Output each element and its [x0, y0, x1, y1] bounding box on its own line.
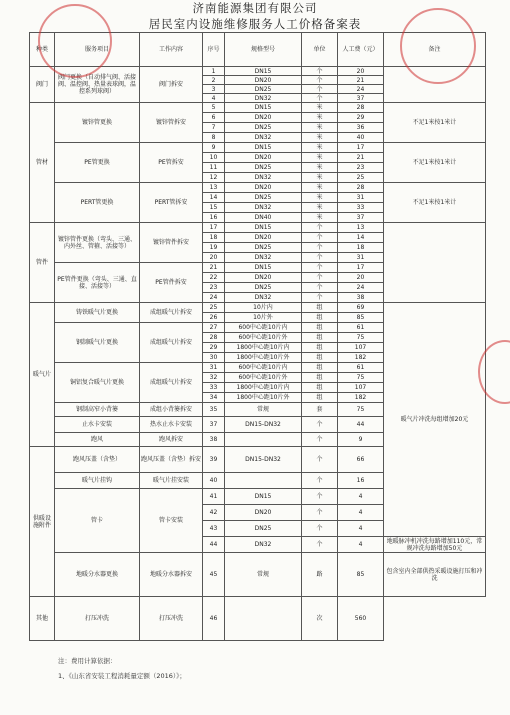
seq-cell: 42	[203, 505, 225, 521]
spec-cell: 1800中心距10片外	[225, 393, 302, 403]
seq-cell: 3	[203, 85, 225, 94]
seq-cell: 7	[203, 123, 225, 133]
seq-cell: 43	[203, 521, 225, 537]
table-row	[30, 183, 486, 193]
unit-cell: 米	[302, 163, 338, 173]
header-note: 备注	[384, 33, 486, 67]
seq-cell: 22	[203, 273, 225, 283]
service-item-cell: 铸铁暖气片更换	[55, 303, 140, 323]
price-table	[29, 32, 486, 641]
unit-cell: 次	[302, 597, 338, 641]
unit-cell: 组	[302, 303, 338, 313]
spec-cell: DN25	[225, 85, 302, 94]
price-cell: 24	[338, 283, 384, 293]
header-category: 种类	[30, 33, 55, 67]
unit-cell: 米	[302, 123, 338, 133]
service-item-cell: 阀门更换（自动排气阀、活接阀、温控阀、热量表球阀，温控系列球阀）	[55, 67, 140, 103]
price-cell: 31	[338, 253, 384, 263]
service-item-cell: 止水卡安装	[55, 417, 140, 433]
seq-cell: 10	[203, 153, 225, 163]
spec-cell	[225, 473, 302, 489]
unit-cell: 个	[302, 473, 338, 489]
work-content-cell: 成组暖气片拆安	[140, 323, 203, 363]
spec-cell: DN32	[225, 537, 302, 553]
spec-cell: 600中心距10片外	[225, 333, 302, 343]
seq-cell: 19	[203, 243, 225, 253]
spec-cell: DN32	[225, 94, 302, 103]
price-cell: 25	[338, 173, 384, 183]
table-row	[30, 223, 486, 233]
seq-cell: 25	[203, 303, 225, 313]
table-row	[30, 303, 486, 313]
price-cell: 560	[338, 597, 384, 641]
price-cell: 14	[338, 233, 384, 243]
note-cell: 不足1米按1米计	[384, 103, 486, 143]
table-row	[30, 103, 486, 113]
unit-cell: 个	[302, 263, 338, 273]
price-cell: 107	[338, 343, 384, 353]
price-cell: 21	[338, 76, 384, 85]
unit-cell: 个	[302, 417, 338, 433]
price-cell: 4	[338, 505, 384, 521]
spec-cell: 10片外	[225, 313, 302, 323]
service-item-cell: 打压冲洗	[55, 597, 140, 641]
price-cell: 20	[338, 67, 384, 76]
seq-cell: 5	[203, 103, 225, 113]
price-cell: 69	[338, 303, 384, 313]
price-cell: 17	[338, 263, 384, 273]
unit-cell: 组	[302, 363, 338, 373]
price-cell: 31	[338, 193, 384, 203]
spec-cell: DN15-DN32	[225, 447, 302, 473]
price-cell: 13	[338, 223, 384, 233]
work-content-cell: PE管拆安	[140, 143, 203, 183]
seq-cell: 27	[203, 323, 225, 333]
spec-cell: DN32	[225, 293, 302, 303]
work-content-cell: 地暖分水器拆安	[140, 553, 203, 597]
seq-cell: 34	[203, 393, 225, 403]
spec-cell: DN20	[225, 113, 302, 123]
work-content-cell: 打压冲洗	[140, 597, 203, 641]
spec-cell: 600中心距10片内	[225, 363, 302, 373]
spec-cell: DN15-DN32	[225, 417, 302, 433]
price-cell: 107	[338, 383, 384, 393]
spec-cell: DN32	[225, 203, 302, 213]
unit-cell: 组	[302, 373, 338, 383]
seq-cell: 11	[203, 163, 225, 173]
seq-cell: 2	[203, 76, 225, 85]
price-cell: 37	[338, 94, 384, 103]
seq-cell: 31	[203, 363, 225, 373]
unit-cell: 米	[302, 173, 338, 183]
seq-cell: 14	[203, 193, 225, 203]
seq-cell: 30	[203, 353, 225, 363]
spec-cell: DN15	[225, 67, 302, 76]
work-content-cell: 跑风拆安	[140, 433, 203, 447]
price-cell: 21	[338, 153, 384, 163]
company-title: 济南能源集团有限公司	[192, 1, 318, 15]
seq-cell: 4	[203, 94, 225, 103]
seq-cell: 16	[203, 213, 225, 223]
service-item-cell: PERT管更换	[55, 183, 140, 223]
price-cell: 4	[338, 489, 384, 505]
work-content-cell: PE管件拆安	[140, 263, 203, 303]
price-cell: 24	[338, 85, 384, 94]
seq-cell: 13	[203, 183, 225, 193]
service-item-cell: 跑风	[55, 433, 140, 447]
unit-cell: 个	[302, 447, 338, 473]
seq-cell: 1	[203, 67, 225, 76]
price-cell: 4	[338, 537, 384, 553]
spec-cell: DN20	[225, 183, 302, 193]
work-content-cell: 镀锌管拆安	[140, 103, 203, 143]
category-cell: 暖气片	[30, 303, 55, 447]
seq-cell: 21	[203, 263, 225, 273]
header-work-content: 工作内容	[140, 33, 203, 67]
spec-cell: 1800中心距10片外	[225, 353, 302, 363]
unit-cell: 米	[302, 203, 338, 213]
note-cell: 不足1米按1米计	[384, 183, 486, 223]
price-cell: 28	[338, 103, 384, 113]
seq-cell: 39	[203, 447, 225, 473]
category-cell: 阀门	[30, 67, 55, 103]
work-content-cell: 暖气片挂安装	[140, 473, 203, 489]
category-cell: 管件	[30, 223, 55, 303]
table-row	[30, 67, 486, 76]
seq-cell: 28	[203, 333, 225, 343]
unit-cell: 米	[302, 113, 338, 123]
unit-cell: 个	[302, 537, 338, 553]
service-item-cell: 地暖分水器更换	[55, 553, 140, 597]
price-cell: 85	[338, 313, 384, 323]
spec-cell: DN20	[225, 76, 302, 85]
price-cell: 44	[338, 417, 384, 433]
seq-cell: 23	[203, 283, 225, 293]
spec-cell	[225, 433, 302, 447]
unit-cell: 个	[302, 433, 338, 447]
note-cell	[384, 223, 486, 303]
service-item-cell: 镀锌管件更换（弯头、三通、内外丝、管箍、活接等）	[55, 223, 140, 263]
spec-cell: DN25	[225, 243, 302, 253]
price-cell: 85	[338, 553, 384, 597]
unit-cell: 米	[302, 213, 338, 223]
spec-cell: DN20	[225, 153, 302, 163]
service-item-cell: 跑风压盖（含垫）	[55, 447, 140, 473]
seq-cell: 29	[203, 343, 225, 353]
unit-cell: 个	[302, 521, 338, 537]
spec-cell: DN20	[225, 273, 302, 283]
unit-cell: 米	[302, 193, 338, 203]
unit-cell: 个	[302, 67, 338, 76]
unit-cell: 米	[302, 183, 338, 193]
price-cell: 61	[338, 323, 384, 333]
spec-cell: DN32	[225, 173, 302, 183]
seq-cell: 38	[203, 433, 225, 447]
seq-cell: 26	[203, 313, 225, 323]
unit-cell: 组	[302, 333, 338, 343]
spec-cell: DN20	[225, 233, 302, 243]
seq-cell: 32	[203, 373, 225, 383]
service-item-cell: 铜铝复合暖气片更换	[55, 363, 140, 403]
unit-cell: 个	[302, 243, 338, 253]
service-item-cell: PE管更换	[55, 143, 140, 183]
unit-cell: 组	[302, 393, 338, 403]
unit-cell: 套	[302, 403, 338, 417]
spec-cell: DN20	[225, 505, 302, 521]
unit-cell: 个	[302, 283, 338, 293]
seq-cell: 20	[203, 253, 225, 263]
seq-cell: 12	[203, 173, 225, 183]
work-content-cell: 跑风压盖（含垫）拆安	[140, 447, 203, 473]
unit-cell: 组	[302, 353, 338, 363]
price-cell: 61	[338, 363, 384, 373]
spec-cell: DN25	[225, 163, 302, 173]
price-cell: 36	[338, 123, 384, 133]
header-row	[30, 33, 486, 67]
service-item-cell: 钢制暖气片更换	[55, 323, 140, 363]
price-cell: 9	[338, 433, 384, 447]
spec-cell: DN25	[225, 193, 302, 203]
spec-cell: DN15	[225, 489, 302, 505]
price-cell: 18	[338, 243, 384, 253]
note-cell	[384, 67, 486, 103]
seq-cell: 44	[203, 537, 225, 553]
table-title: 居民室内设施维修服务人工价格备案表	[148, 17, 362, 31]
price-cell: 75	[338, 403, 384, 417]
work-content-cell: 阀门拆安	[140, 67, 203, 103]
seq-cell: 9	[203, 143, 225, 153]
unit-cell: 个	[302, 76, 338, 85]
category-cell: 其他	[30, 597, 55, 641]
spec-cell: 常规	[225, 403, 302, 417]
unit-cell: 个	[302, 273, 338, 283]
unit-cell: 路	[302, 553, 338, 597]
service-item-cell: 镀锌管更换	[55, 103, 140, 143]
unit-cell: 米	[302, 133, 338, 143]
unit-cell: 个	[302, 505, 338, 521]
header-price: 人工费（元）	[338, 33, 384, 67]
price-cell: 37	[338, 213, 384, 223]
spec-cell: DN15	[225, 103, 302, 113]
work-content-cell: 管卡安装	[140, 489, 203, 553]
spec-cell: 常规	[225, 553, 302, 597]
unit-cell: 个	[302, 223, 338, 233]
seq-cell: 6	[203, 113, 225, 123]
service-item-cell: 管卡	[55, 489, 140, 553]
service-item-cell: 钢制高窄小背篓	[55, 403, 140, 417]
price-cell: 20	[338, 273, 384, 283]
spec-cell: DN15	[225, 263, 302, 273]
work-content-cell: 成组暖气片拆安	[140, 363, 203, 403]
unit-cell: 个	[302, 253, 338, 263]
header-service-item: 服务项目	[55, 33, 140, 67]
spec-cell	[225, 597, 302, 641]
note-cell: 暖气片冲洗每组增加20元	[384, 303, 486, 537]
spec-cell: DN15	[225, 143, 302, 153]
work-content-cell: PERT管拆安	[140, 183, 203, 223]
spec-cell: DN32	[225, 133, 302, 143]
unit-cell: 个	[302, 489, 338, 505]
seq-cell: 41	[203, 489, 225, 505]
table-row	[30, 143, 486, 153]
unit-cell: 个	[302, 94, 338, 103]
unit-cell: 组	[302, 323, 338, 333]
note-cell: 不足1米按1米计	[384, 143, 486, 183]
seq-cell: 17	[203, 223, 225, 233]
spec-cell: DN32	[225, 253, 302, 263]
price-cell: 182	[338, 393, 384, 403]
price-cell: 23	[338, 163, 384, 173]
header-spec: 规格型号	[225, 33, 302, 67]
unit-cell: 米	[302, 103, 338, 113]
service-item-cell: 暖气片挂钩	[55, 473, 140, 489]
unit-cell: 个	[302, 85, 338, 94]
footer-note-1: 1、《山东省安装工程消耗量定额（2016）》；	[58, 672, 186, 680]
seq-cell: 37	[203, 417, 225, 433]
category-cell: 供暖设施附件	[30, 447, 55, 597]
seq-cell: 8	[203, 133, 225, 143]
unit-cell: 个	[302, 293, 338, 303]
header-seq: 序号	[203, 33, 225, 67]
price-cell: 75	[338, 333, 384, 343]
unit-cell: 组	[302, 383, 338, 393]
price-cell: 182	[338, 353, 384, 363]
spec-cell: 10片内	[225, 303, 302, 313]
seq-cell: 24	[203, 293, 225, 303]
table-row	[30, 597, 486, 641]
price-cell: 33	[338, 203, 384, 213]
seq-cell: 46	[203, 597, 225, 641]
spec-cell: 600中心距10片内	[225, 323, 302, 333]
service-item-cell: PE管件更换（弯头、三通、直接、活接等）	[55, 263, 140, 303]
spec-cell: 600中心距10片外	[225, 373, 302, 383]
price-cell: 29	[338, 113, 384, 123]
price-cell: 28	[338, 183, 384, 193]
seq-cell: 18	[203, 233, 225, 243]
seq-cell: 15	[203, 203, 225, 213]
price-cell: 17	[338, 143, 384, 153]
spec-cell: DN25	[225, 521, 302, 537]
unit-cell: 米	[302, 143, 338, 153]
price-cell: 16	[338, 473, 384, 489]
price-cell: 38	[338, 293, 384, 303]
seq-cell: 33	[203, 383, 225, 393]
seq-cell: 35	[203, 403, 225, 417]
spec-cell: 1800中心距10片内	[225, 343, 302, 353]
table-row	[30, 553, 486, 597]
price-cell: 4	[338, 521, 384, 537]
price-cell: 66	[338, 447, 384, 473]
work-content-cell: 成组小背篓拆安	[140, 403, 203, 417]
header-unit: 单位	[302, 33, 338, 67]
unit-cell: 米	[302, 153, 338, 163]
spec-cell: 1800中心距10片内	[225, 383, 302, 393]
work-content-cell: 热水止水卡安装	[140, 417, 203, 433]
category-cell: 管材	[30, 103, 55, 223]
spec-cell: DN40	[225, 213, 302, 223]
work-content-cell: 成组暖气片拆安	[140, 303, 203, 323]
spec-cell: DN25	[225, 123, 302, 133]
seq-cell: 40	[203, 473, 225, 489]
unit-cell: 组	[302, 313, 338, 323]
price-cell: 75	[338, 373, 384, 383]
spec-cell: DN25	[225, 283, 302, 293]
note-cell: 包含室内全部供热采暖设施打压和冲洗	[384, 553, 486, 597]
footer-note-title: 注：费用计算依据：	[58, 657, 117, 665]
unit-cell: 组	[302, 343, 338, 353]
price-cell: 40	[338, 133, 384, 143]
seq-cell: 45	[203, 553, 225, 597]
note-cell: 地暖脉冲机冲洗每路增加110元，常规冲洗每路增加50元	[384, 537, 486, 553]
spec-cell: DN15	[225, 223, 302, 233]
unit-cell: 个	[302, 233, 338, 243]
work-content-cell: 镀锌管件拆安	[140, 223, 203, 263]
